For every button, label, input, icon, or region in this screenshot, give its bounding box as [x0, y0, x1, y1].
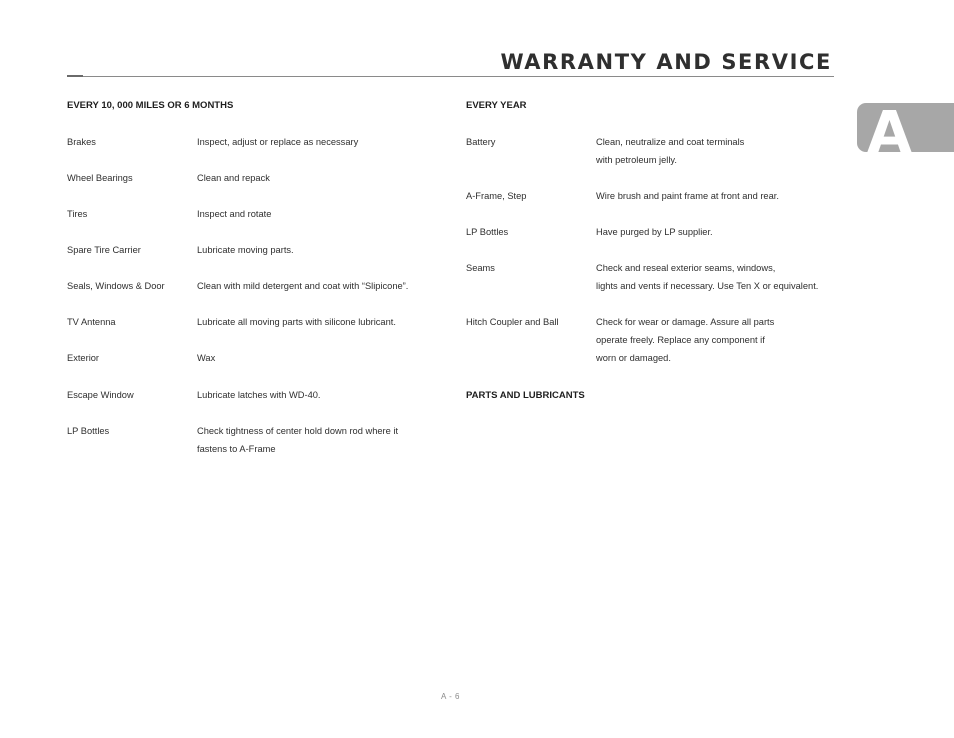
- description-line: with petroleum jelly.: [596, 155, 677, 165]
- section-tab-letter: A: [867, 103, 912, 152]
- item-name: Battery: [466, 137, 496, 147]
- item-name: Hitch Coupler and Ball: [466, 317, 559, 327]
- description-line: Clean and repack: [197, 173, 270, 183]
- description-line: Inspect and rotate: [197, 209, 272, 219]
- title-divider-accent: [67, 75, 83, 77]
- item-name: LP Bottles: [466, 227, 509, 237]
- item-description: [596, 259, 836, 295]
- item-name: Exterior: [67, 353, 100, 363]
- description-line: Clean with mild detergent and coat with “Slipicone”.: [197, 281, 409, 291]
- page-title: WARRANTY AND SERVICE: [500, 50, 832, 74]
- section-heading: EVERY 10, 000 MILES OR 6 MONTHS: [67, 100, 234, 111]
- description-line: Lubricate moving parts.: [197, 245, 294, 255]
- item-name: Escape Window: [67, 390, 134, 400]
- title-divider: [67, 76, 834, 77]
- item-description: [197, 169, 437, 187]
- item-description: [596, 313, 836, 367]
- item-name: Spare Tire Carrier: [67, 245, 141, 255]
- item-description: [197, 386, 437, 404]
- item-description: [596, 223, 836, 241]
- item-name: Seams: [466, 263, 495, 273]
- description-line: lights and vents if necessary. Use Ten X or equivalent.: [596, 281, 819, 291]
- item-description: [197, 349, 437, 367]
- item-description: [197, 277, 437, 295]
- item-name: LP Bottles: [67, 426, 110, 436]
- section-subheading: PARTS AND LUBRICANTS: [466, 390, 585, 401]
- item-description: [197, 313, 437, 331]
- item-name: Seals, Windows & Door: [67, 281, 165, 291]
- description-line: Clean, neutralize and coat terminals: [596, 137, 745, 147]
- item-description: [596, 187, 836, 205]
- description-line: Check tightness of center hold down rod where it: [197, 426, 399, 436]
- description-line: fastens to A-Frame: [197, 444, 276, 454]
- item-description: [197, 205, 437, 223]
- item-description: [197, 133, 437, 151]
- description-line: Check for wear or damage. Assure all parts: [596, 317, 775, 327]
- item-name: Brakes: [67, 137, 96, 147]
- item-name: Tires: [67, 209, 88, 219]
- item-description: [197, 241, 437, 259]
- description-line: Lubricate latches with WD-40.: [197, 390, 321, 400]
- description-line: Inspect, adjust or replace as necessary: [197, 137, 359, 147]
- page-number: A - 6: [441, 692, 460, 701]
- description-line: Have purged by LP supplier.: [596, 227, 713, 237]
- item-name: TV Antenna: [67, 317, 116, 327]
- description-line: worn or damaged.: [596, 353, 671, 363]
- section-heading: EVERY YEAR: [466, 100, 527, 111]
- description-line: Check and reseal exterior seams, windows,: [596, 263, 776, 273]
- description-line: Wire brush and paint frame at front and rear.: [596, 191, 779, 201]
- item-description: [596, 133, 836, 169]
- item-name: Wheel Bearings: [67, 173, 133, 183]
- item-description: [197, 422, 437, 458]
- section-tab: [857, 103, 954, 152]
- description-line: Wax: [197, 353, 216, 363]
- item-name: A-Frame, Step: [466, 191, 527, 201]
- description-line: operate freely. Replace any component if: [596, 335, 765, 345]
- description-line: Lubricate all moving parts with silicone lubricant.: [197, 317, 396, 327]
